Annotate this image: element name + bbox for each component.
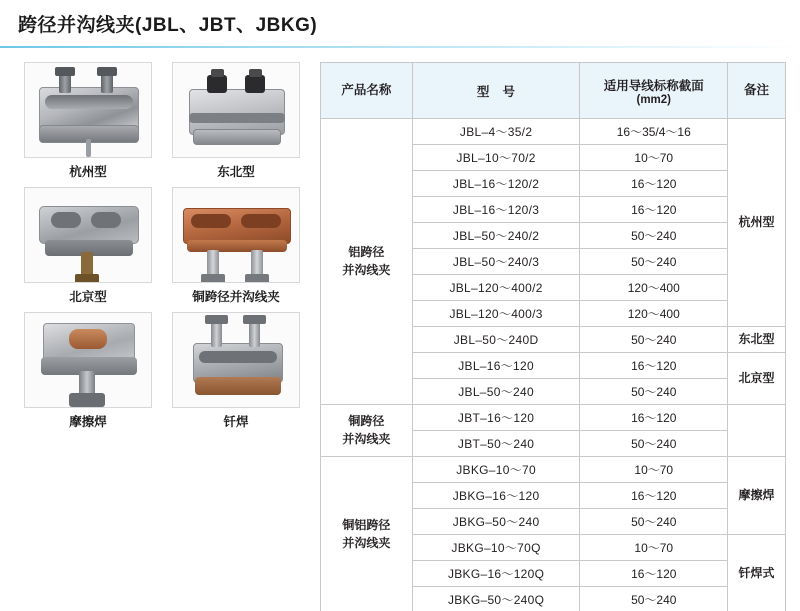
product-gallery (14, 62, 310, 437)
cell-section: 50～240 (580, 509, 728, 535)
cell-section: 50～240 (580, 379, 728, 405)
cell-model: JBL–50～240 (412, 379, 580, 405)
cell-model: JBKG–50～240 (412, 509, 580, 535)
cell-model: JBL–120～400/2 (412, 275, 580, 301)
cell-model: JBL–10～70/2 (412, 145, 580, 171)
gallery-caption: 铜跨径并沟线夹 (192, 290, 280, 304)
cell-section: 16～35/4～16 (580, 119, 728, 145)
cell-note (728, 405, 786, 457)
cell-model: JBKG–16～120 (412, 483, 580, 509)
cell-model: JBL–50～240/3 (412, 249, 580, 275)
cell-note: 钎焊式 (728, 535, 786, 611)
product-image-beijing (24, 187, 152, 283)
column-header-model: 型 号 (412, 63, 580, 119)
column-header-section-text: 适用导线标称截面 (603, 78, 704, 93)
cell-model: JBKG–50～240Q (412, 587, 580, 611)
cell-section: 16～120 (580, 561, 728, 587)
gallery-item (14, 62, 162, 181)
gallery-caption: 东北型 (217, 165, 255, 179)
cell-section: 10～70 (580, 457, 728, 483)
table-body (321, 119, 786, 611)
cell-section: 120～400 (580, 275, 728, 301)
gallery-caption: 北京型 (69, 290, 107, 304)
cell-section: 16～120 (580, 171, 728, 197)
column-header-section-unit: (mm2) (636, 93, 672, 106)
cell-section: 16～120 (580, 483, 728, 509)
page-header (0, 0, 800, 48)
cell-model: JBKG–10～70Q (412, 535, 580, 561)
product-image-hangzhou (24, 62, 152, 158)
cell-model: JBKG–10～70 (412, 457, 580, 483)
cell-section: 50～240 (580, 587, 728, 611)
cell-section: 16～120 (580, 353, 728, 379)
cell-model: JBL–16～120 (412, 353, 580, 379)
cell-model: JBL–50～240D (412, 327, 580, 353)
column-header-note: 备注 (728, 63, 786, 119)
cell-section: 16～120 (580, 405, 728, 431)
cell-section: 16～120 (580, 197, 728, 223)
cell-section: 120～400 (580, 301, 728, 327)
gallery-caption: 杭州型 (69, 165, 107, 179)
column-header-product-name: 产品名称 (321, 63, 413, 119)
cell-model: JBKG–16～120Q (412, 561, 580, 587)
cell-product-name: 铜跨径 并沟线夹 (321, 405, 413, 457)
cell-section: 50～240 (580, 223, 728, 249)
cell-section: 10～70 (580, 145, 728, 171)
page-title: 跨径并沟线夹(JBL、JBT、JBKG) (18, 15, 318, 36)
cell-model: JBL–16～120/3 (412, 197, 580, 223)
cell-note: 东北型 (728, 327, 786, 353)
cell-section: 50～240 (580, 327, 728, 353)
cell-model: JBL–4～35/2 (412, 119, 580, 145)
table-header-row (321, 63, 786, 119)
gallery-item (162, 312, 310, 431)
product-image-dongbei (172, 62, 300, 158)
product-image-friction-weld (24, 312, 152, 408)
cell-model: JBL–120～400/3 (412, 301, 580, 327)
gallery-item (162, 187, 310, 306)
cell-product-name: 铝跨径 并沟线夹 (321, 119, 413, 405)
gallery-caption: 摩擦焊 (69, 415, 107, 429)
specification-table (320, 62, 786, 611)
cell-model: JBT–16～120 (412, 405, 580, 431)
cell-note: 摩擦焊 (728, 457, 786, 535)
cell-section: 10～70 (580, 535, 728, 561)
table-row (321, 457, 786, 483)
gallery-caption: 钎焊 (223, 415, 249, 429)
gallery-item (14, 312, 162, 431)
product-image-copper-clamp (172, 187, 300, 283)
cell-section: 50～240 (580, 431, 728, 457)
column-header-section (580, 63, 728, 119)
table-row (321, 405, 786, 431)
table-header (321, 63, 786, 119)
gallery-item (14, 187, 162, 306)
product-image-brazing (172, 312, 300, 408)
cell-model: JBT–50～240 (412, 431, 580, 457)
cell-product-name: 铜铝跨径 并沟线夹 (321, 457, 413, 611)
table-row (321, 119, 786, 145)
gallery-item (162, 62, 310, 181)
cell-model: JBL–16～120/2 (412, 171, 580, 197)
header-divider (0, 46, 800, 48)
cell-note: 北京型 (728, 353, 786, 405)
cell-model: JBL–50～240/2 (412, 223, 580, 249)
cell-section: 50～240 (580, 249, 728, 275)
cell-note: 杭州型 (728, 119, 786, 327)
